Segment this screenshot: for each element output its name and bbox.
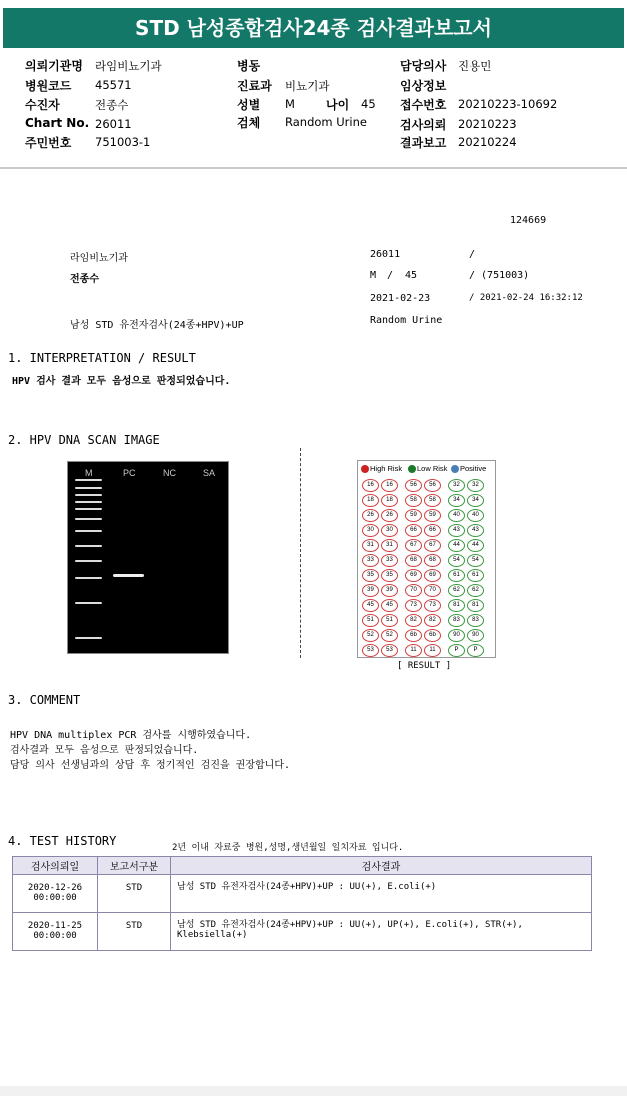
legend-high-risk: High Risk — [361, 464, 402, 473]
chip-spot: 44 — [467, 539, 484, 552]
lane-label-pc: PC — [123, 468, 136, 478]
info-date-report: / 2021-02-24 16:32:12 — [469, 293, 583, 303]
info-test-name: 남성 STD 유전자검사(24종+HPV)+UP — [70, 320, 244, 331]
chip-spot: 67 — [424, 539, 441, 552]
info-chart: 26011 — [370, 249, 401, 260]
chip-spot: 35 — [381, 569, 398, 582]
receipt-label: 접수번호 — [400, 98, 447, 112]
report-title: STD 남성종합검사24종 검사결과보고서 — [3, 8, 624, 48]
chip-spot: 68 — [405, 554, 422, 567]
marker-band — [75, 637, 102, 639]
legend-positive: Positive — [451, 464, 486, 473]
institution-label: 의뢰기관명 — [25, 59, 83, 73]
col-report-type: 보고서구분 — [98, 857, 171, 875]
chip-spot: 58 — [405, 494, 422, 507]
chip-spot: 70 — [424, 584, 441, 597]
dept-label: 진료과 — [237, 79, 272, 93]
info-clinic: 라임비뇨기과 — [70, 253, 128, 264]
info-sep: / — [387, 270, 394, 281]
specimen-id: 124669 — [510, 215, 547, 226]
age-value: 45 — [361, 97, 376, 111]
info-patient: 전종수 — [70, 274, 99, 285]
chart-value: 26011 — [95, 117, 132, 131]
chip-spot: 62 — [467, 584, 484, 597]
chart-label: Chart No. — [25, 116, 90, 130]
chip-spot: 40 — [467, 509, 484, 522]
history-type: STD — [98, 875, 171, 913]
section-interpretation-title: 1. INTERPRETATION / RESULT — [8, 351, 196, 365]
doctor-label: 담당의사 — [400, 59, 447, 73]
chip-spot: 56 — [424, 479, 441, 492]
history-time: 00:00:00 — [33, 931, 77, 941]
history-table — [12, 856, 592, 951]
marker-band — [75, 545, 102, 547]
chip-spot: 34 — [448, 494, 465, 507]
chip-spot: 56 — [405, 479, 422, 492]
report-value: 20210224 — [458, 135, 517, 149]
age-label: 나이 — [326, 98, 350, 112]
clinical-label: 임상정보 — [400, 79, 447, 93]
chip-spot: 82 — [405, 614, 422, 627]
chip-spot: 61 — [467, 569, 484, 582]
history-date: 2020-11-25 — [27, 921, 83, 931]
chip-spot: 81 — [467, 599, 484, 612]
section-comment-title: 3. COMMENT — [8, 693, 81, 707]
chip-spot: 53 — [362, 644, 379, 657]
marker-band — [75, 508, 102, 510]
chip-spot: 62 — [448, 584, 465, 597]
chip-spot: 73 — [405, 599, 422, 612]
col-result: 검사결과 — [171, 857, 592, 875]
chip-spot: 11 — [405, 644, 422, 657]
info-date-request: 2021-02-23 — [370, 293, 431, 304]
request-label: 검사의뢰 — [400, 118, 447, 132]
recipient-value: 전종수 — [95, 98, 129, 112]
low-risk-dot-icon — [408, 465, 416, 473]
chip-spot: 43 — [467, 524, 484, 537]
marker-band — [75, 560, 102, 562]
chip-spot: 70 — [405, 584, 422, 597]
resident-label: 주민번호 — [25, 136, 72, 150]
dept-value: 비뇨기과 — [285, 79, 330, 93]
chip-spot: 26 — [381, 509, 398, 522]
col-request-date: 검사의뢰일 — [13, 857, 98, 875]
resident-value: 751003-1 — [95, 135, 151, 149]
chip-spot: 45 — [362, 599, 379, 612]
chip-spot: 30 — [381, 524, 398, 537]
history-date-cell — [13, 875, 98, 913]
chip-spot: 67 — [405, 539, 422, 552]
chip-spot: 44 — [448, 539, 465, 552]
history-date-cell — [13, 913, 98, 951]
chip-spot: 45 — [381, 599, 398, 612]
comment-line: 담당 의사 선생님과의 상담 후 정기적인 검진을 권장합니다. — [10, 760, 291, 771]
chip-spot: 90 — [467, 629, 484, 642]
request-value: 20210223 — [458, 117, 517, 131]
info-slash: / — [469, 249, 476, 260]
chip-spot: 33 — [362, 554, 379, 567]
chip-spot: 18 — [381, 494, 398, 507]
chip-spot: 59 — [405, 509, 422, 522]
chip-spot: 83 — [467, 614, 484, 627]
hospital-code-value: 45571 — [95, 78, 132, 92]
marker-band — [75, 487, 102, 489]
chip-spot: 66 — [424, 524, 441, 537]
specimen-value: Random Urine — [285, 115, 367, 129]
interpretation-text: HPV 검사 결과 모두 음성으로 판정되었습니다. — [12, 376, 231, 387]
chip-spot: 61 — [448, 569, 465, 582]
chip-spot: 69 — [405, 569, 422, 582]
chip-spot: 31 — [362, 539, 379, 552]
history-header-row — [13, 857, 592, 875]
comment-line: 검사결과 모두 음성으로 판정되었습니다. — [10, 745, 199, 756]
high-risk-dot-icon — [361, 465, 369, 473]
marker-band — [75, 577, 102, 579]
chip-spot: 52 — [362, 629, 379, 642]
marker-band — [75, 479, 102, 481]
doctor-value: 진용민 — [458, 59, 492, 73]
chip-spot: 31 — [381, 539, 398, 552]
info-sex: M — [370, 270, 377, 281]
marker-band — [75, 518, 102, 520]
chip-spot: 35 — [362, 569, 379, 582]
chip-spot: 26 — [362, 509, 379, 522]
info-birth: / (751003) — [469, 270, 530, 281]
result-caption: [ RESULT ] — [397, 661, 452, 671]
chip-spot: 83 — [448, 614, 465, 627]
divider — [300, 448, 301, 658]
pc-band — [113, 574, 144, 577]
section-history-title: 4. TEST HISTORY — [8, 834, 117, 848]
positive-dot-icon — [451, 465, 459, 473]
chip-spot: 53 — [381, 644, 398, 657]
chip-spot: P — [448, 644, 465, 657]
section-scan-title: 2. HPV DNA SCAN IMAGE — [8, 433, 160, 447]
chip-spot: 33 — [381, 554, 398, 567]
history-time: 00:00:00 — [33, 893, 77, 903]
chip-spot: 18 — [362, 494, 379, 507]
table-row — [13, 875, 592, 913]
marker-band — [75, 602, 102, 604]
history-note: 2년 이내 자료중 병원,성명,생년월일 일치자료 입니다. — [172, 843, 404, 853]
ward-label: 병동 — [237, 59, 261, 73]
chip-spot: 16 — [362, 479, 379, 492]
history-result: 남성 STD 유전자검사(24종+HPV)+UP : UU(+), UP(+), E.coli(+), STR(+), Klebsiella(+) — [171, 913, 592, 951]
chip-spot: 52 — [381, 629, 398, 642]
chip-spot: 39 — [381, 584, 398, 597]
chip-spot: 54 — [448, 554, 465, 567]
chip-spot: 66 — [405, 524, 422, 537]
receipt-value: 20210223-10692 — [458, 97, 558, 111]
chip-spot: 6b — [424, 629, 441, 642]
chip-spot: 39 — [362, 584, 379, 597]
chip-spot: 40 — [448, 509, 465, 522]
chip-spot: 82 — [424, 614, 441, 627]
chip-spot: 51 — [381, 614, 398, 627]
chip-spot: 59 — [424, 509, 441, 522]
chip-spot: 73 — [424, 599, 441, 612]
chip-spot: P — [467, 644, 484, 657]
chip-spot: 16 — [381, 479, 398, 492]
bottom-strip — [0, 1086, 627, 1096]
legend-low-risk: Low Risk — [408, 464, 447, 473]
chip-spot: 90 — [448, 629, 465, 642]
hpv-chip — [357, 460, 496, 658]
lane-label-nc: NC — [163, 468, 176, 478]
chip-spot: 32 — [448, 479, 465, 492]
lane-label-sa: SA — [203, 468, 216, 478]
chip-spot: 68 — [424, 554, 441, 567]
info-age: 45 — [405, 270, 418, 281]
marker-band — [75, 494, 102, 496]
chip-spot: 43 — [448, 524, 465, 537]
institution-value: 라임비뇨기과 — [95, 59, 162, 73]
sex-label: 성별 — [237, 98, 261, 112]
chip-spot: 30 — [362, 524, 379, 537]
report-header — [0, 0, 627, 169]
comment-line: HPV DNA multiplex PCR 검사를 시행하였습니다. — [10, 730, 252, 741]
table-row — [13, 913, 592, 951]
recipient-label: 수진자 — [25, 98, 60, 112]
chip-spot: 32 — [467, 479, 484, 492]
chip-spot: 51 — [362, 614, 379, 627]
chip-spot: 69 — [424, 569, 441, 582]
specimen-label: 검체 — [237, 116, 261, 130]
marker-band — [75, 530, 102, 532]
history-result: 남성 STD 유전자검사(24종+HPV)+UP : UU(+), E.coli(+) — [171, 875, 592, 913]
hospital-code-label: 병원코드 — [25, 79, 72, 93]
history-type: STD — [98, 913, 171, 951]
chip-spot: 11 — [424, 644, 441, 657]
gel-image — [67, 461, 229, 654]
chip-spot: 6b — [405, 629, 422, 642]
sex-value: M — [285, 97, 295, 111]
history-date: 2020-12-26 — [27, 883, 83, 893]
info-specimen: Random Urine — [370, 315, 443, 326]
report-label: 결과보고 — [400, 136, 447, 150]
chip-spot: 81 — [448, 599, 465, 612]
chip-spot: 54 — [467, 554, 484, 567]
lane-label-m: M — [85, 468, 93, 478]
chip-spot: 34 — [467, 494, 484, 507]
marker-band — [75, 501, 102, 503]
chip-spot: 58 — [424, 494, 441, 507]
